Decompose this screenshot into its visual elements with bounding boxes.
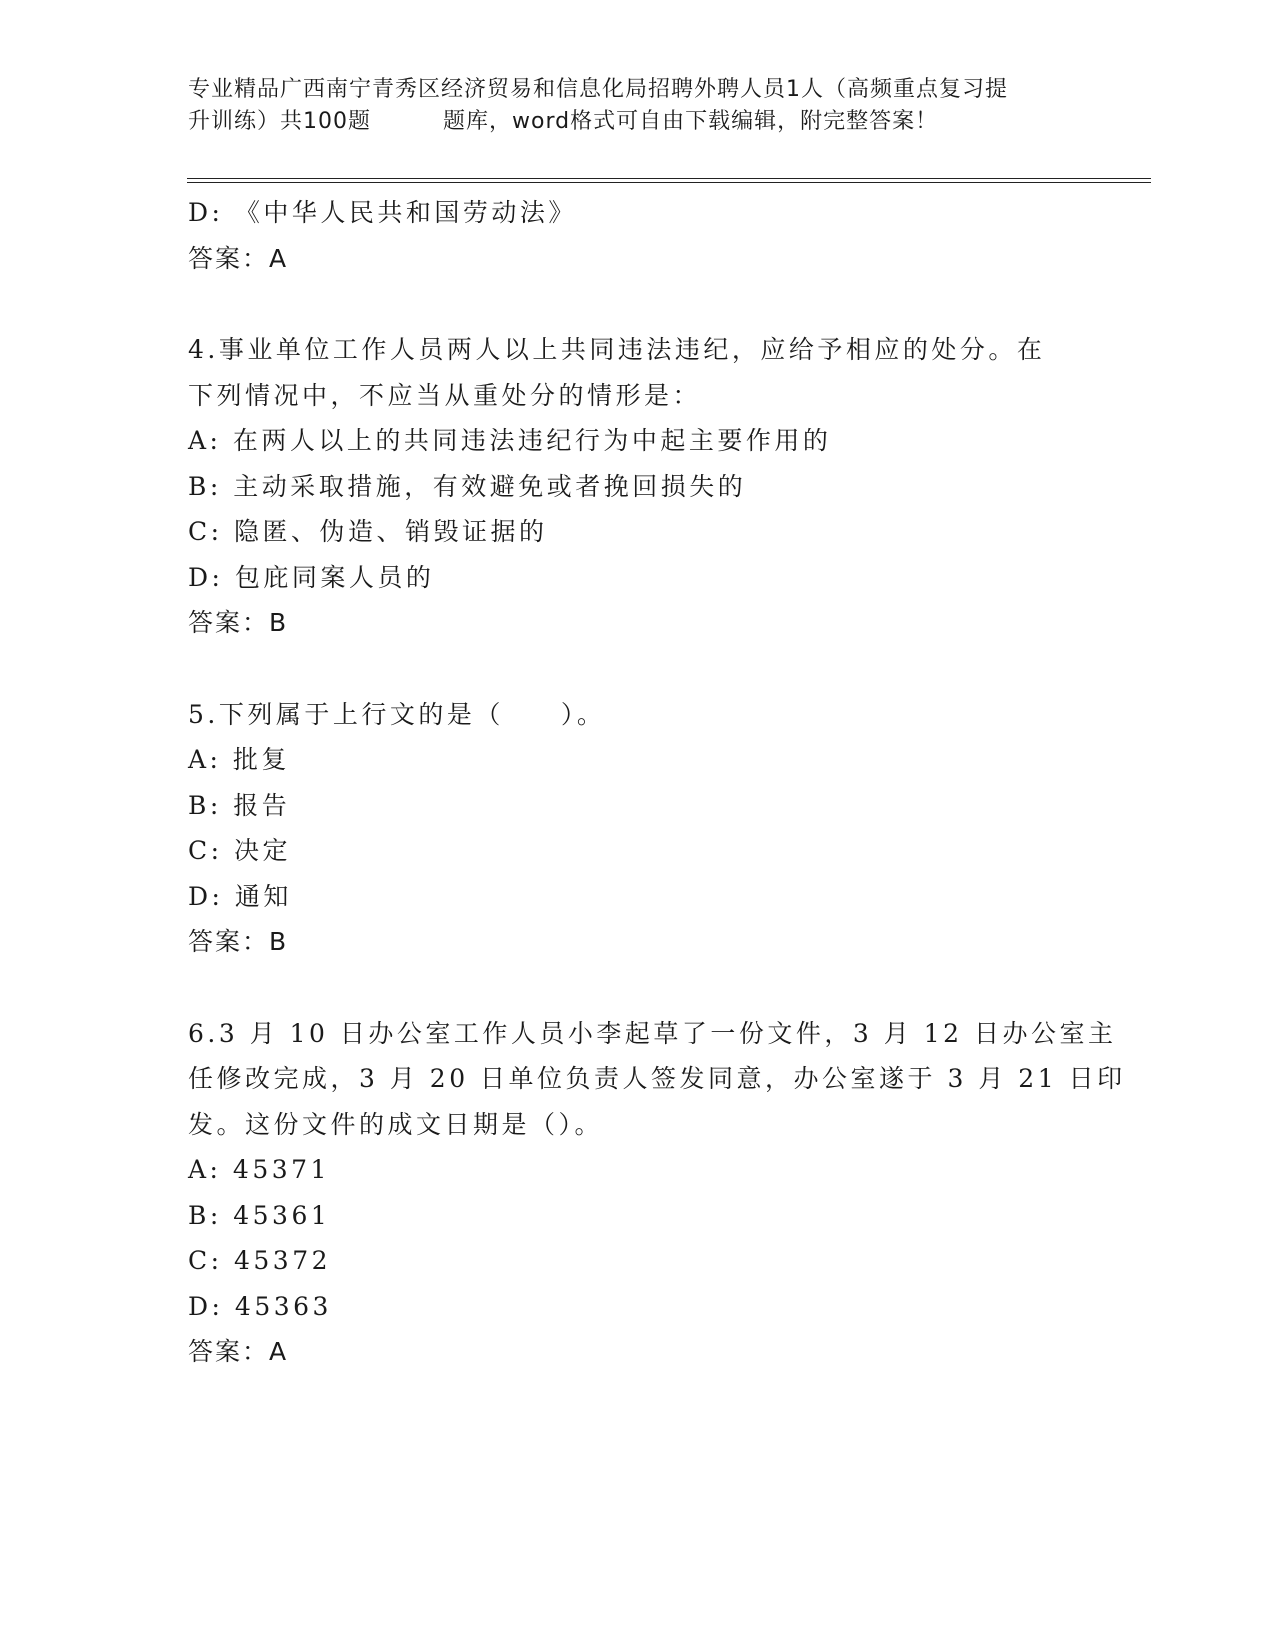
option-a: A: 45371 bbox=[188, 1155, 330, 1184]
header-divider-top bbox=[187, 178, 1151, 179]
option-a: A: 在两人以上的共同违法违纪行为中起主要作用的 bbox=[188, 426, 832, 455]
answer: 答案：A bbox=[188, 1337, 289, 1366]
option-d: D: 《中华人民共和国劳动法》 bbox=[188, 198, 577, 227]
question-spacer bbox=[188, 646, 1088, 692]
option-c: C: 决定 bbox=[188, 836, 291, 865]
question-stem: 4.事业单位工作人员两人以上共同违法违纪，应给予相应的处分。在 bbox=[188, 335, 1046, 364]
question-6 bbox=[188, 1011, 1126, 1375]
question-list bbox=[188, 190, 1126, 1375]
header-title-line-2 bbox=[188, 106, 1088, 138]
option-a: A: 批复 bbox=[188, 745, 290, 774]
question-4 bbox=[188, 327, 1088, 646]
answer: 答案：B bbox=[188, 927, 289, 956]
option-b: B: 45361 bbox=[188, 1200, 331, 1230]
option-b: B: 主动采取措施，有效避免或者挽回损失的 bbox=[188, 471, 747, 501]
header-title-line-1: 专业精品广西南宁青秀区经济贸易和信息化局招聘外聘人员1人（高频重点复习提 bbox=[188, 77, 1008, 102]
question-spacer bbox=[188, 281, 1088, 327]
question-stem: 发。这份文件的成文日期是（）。 bbox=[188, 1109, 604, 1139]
question-stem: 6.3 月 10 日办公室工作人员小李起草了一份文件，3 月 12 日办公室主 bbox=[188, 1018, 1117, 1048]
option-d: D: 通知 bbox=[188, 881, 292, 911]
question-stem: 5.下列属于上行文的是（ ）。 bbox=[188, 699, 606, 729]
option-d: D: 包庇同案人员的 bbox=[188, 562, 435, 592]
page-header bbox=[188, 74, 1088, 138]
option-c: C: 45372 bbox=[188, 1246, 332, 1275]
header-title-segment: 题库，word格式可自由下载编辑，附完整答案！ bbox=[443, 109, 939, 134]
option-d: D: 45363 bbox=[188, 1291, 332, 1321]
question-stem: 任修改完成，3 月 20 日单位负责人签发同意，办公室遂于 3 月 21 日印 bbox=[188, 1064, 1126, 1093]
question-3-tail bbox=[188, 190, 1088, 281]
answer: 答案：B bbox=[188, 608, 289, 637]
question-spacer bbox=[188, 965, 1088, 1011]
question-5 bbox=[188, 692, 1088, 965]
header-divider-bottom bbox=[187, 182, 1151, 183]
answer: 答案：A bbox=[188, 243, 289, 273]
question-stem: 下列情况中，不应当从重处分的情形是： bbox=[188, 380, 702, 410]
option-b: B: 报告 bbox=[188, 790, 291, 820]
header-title-segment: 升训练）共100题 bbox=[188, 109, 371, 134]
option-c: C: 隐匿、伪造、销毁证据的 bbox=[188, 517, 548, 546]
